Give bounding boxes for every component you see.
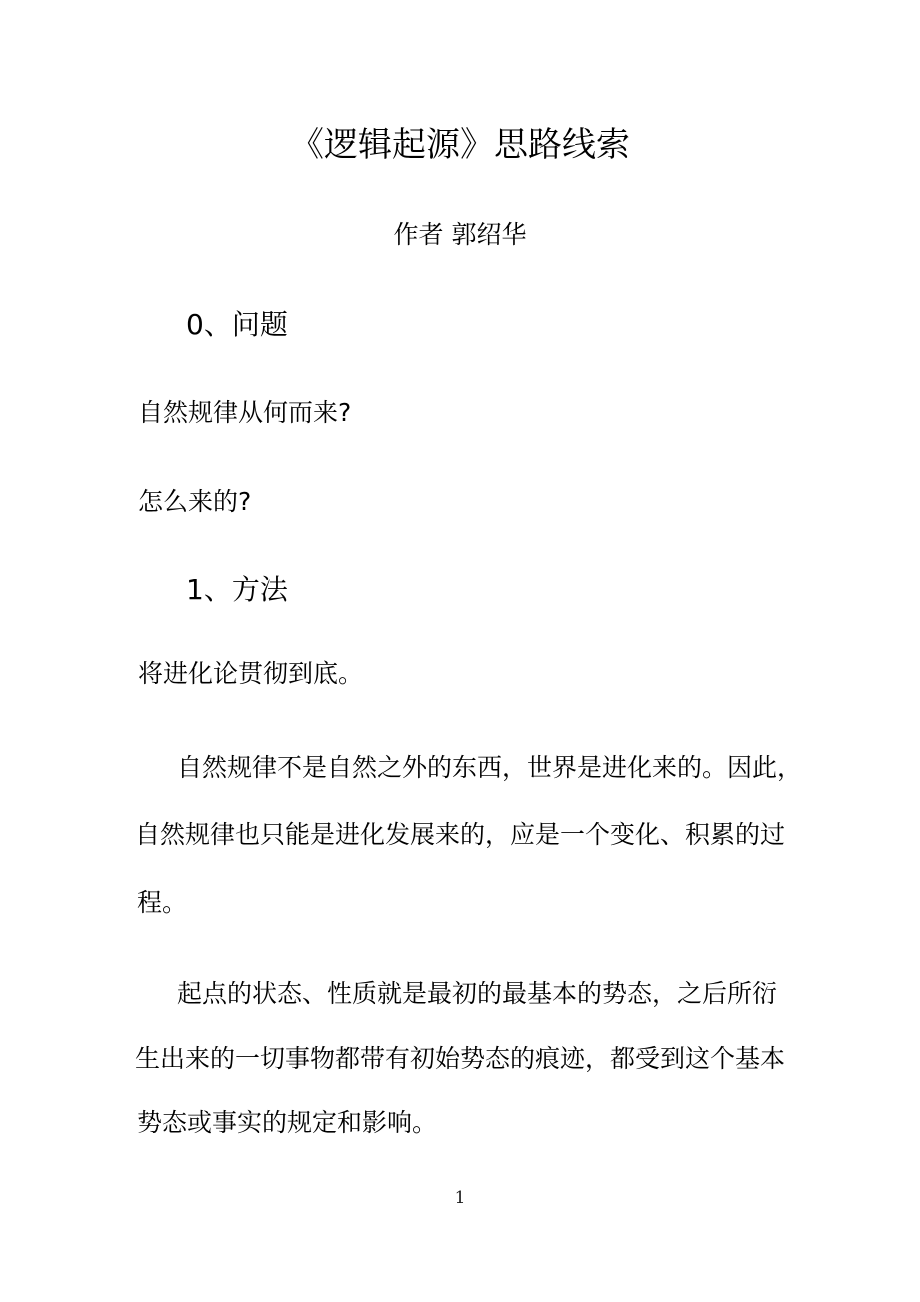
paragraph-2-line-1: 起点的状态、性质就是最初的最基本的势态，之后所衍 bbox=[177, 979, 778, 1008]
method-thesis-line: 将进化论贯彻到底。 bbox=[138, 659, 364, 688]
question-line-1: 自然规律从何而来? bbox=[138, 398, 352, 427]
paragraph-1-line-2: 自然规律也只能是进化发展来的，应是一个变化、积累的过 bbox=[135, 820, 786, 849]
paragraph-1-line-1: 自然规律不是自然之外的东西，世界是进化来的。因此， bbox=[177, 753, 803, 782]
paragraph-2-line-3: 势态或事实的规定和影响。 bbox=[137, 1108, 438, 1137]
question-line-2: 怎么来的? bbox=[138, 487, 252, 516]
page-number: 1 bbox=[454, 1188, 466, 1208]
section-heading-1-method: 1、方法 bbox=[186, 573, 288, 606]
section-heading-0-question: 0、问题 bbox=[186, 308, 288, 341]
document-title: 《逻辑起源》思路线索 bbox=[290, 125, 630, 165]
author-byline: 作者 郭绍华 bbox=[393, 220, 527, 249]
paragraph-2-line-2: 生出来的一切事物都带有初始势态的痕迹，都受到这个基本 bbox=[135, 1044, 786, 1073]
paragraph-1-line-3: 程。 bbox=[137, 888, 188, 917]
